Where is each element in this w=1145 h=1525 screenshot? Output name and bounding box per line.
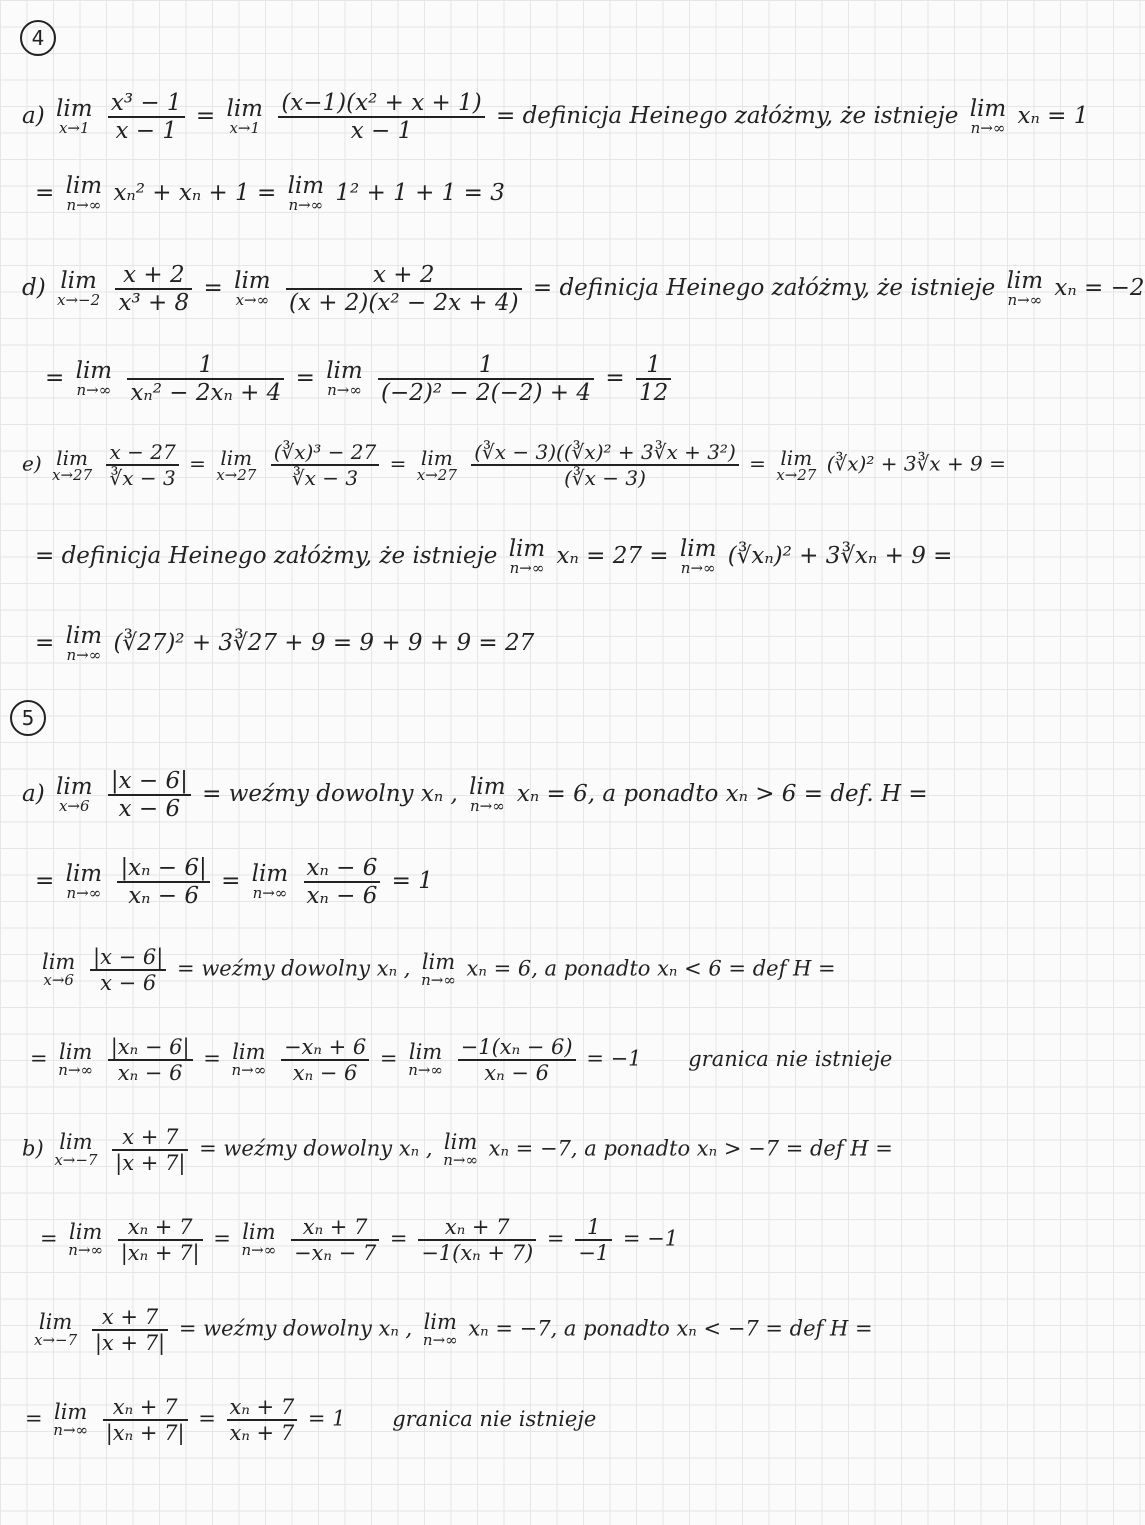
p5a-line1 (22, 768, 928, 822)
p5b-line1 (22, 1125, 893, 1175)
limit-operator: lim n→∞ (65, 861, 103, 902)
conclusion-note: granica nie istnieje (688, 1046, 893, 1071)
expression: (∛x)² + 3∛x + 9 = (826, 451, 1006, 476)
equals: = (295, 365, 315, 391)
limit-operator: lim n→∞ (287, 173, 325, 214)
equals: = (35, 868, 55, 894)
limit-operator: lim x→27 (416, 445, 457, 484)
limit-operator: lim n→∞ (326, 358, 363, 399)
fraction: $\frac{\text{|xₙ − 6|}}{\text{xₙ − 6}}$ (117, 855, 209, 909)
note-text: = definicja Heinego załóżmy, że istnieje (35, 543, 498, 569)
equals: = (40, 1226, 58, 1251)
expression: = 1 (307, 1406, 346, 1431)
limit-operator: lim x→−2 (57, 268, 101, 309)
part-label: a) (22, 781, 45, 807)
note-text: = weźmy dowolny xₙ , (178, 1316, 413, 1341)
part-label: d) (22, 275, 46, 301)
limit-operator: lim n→∞ (969, 96, 1007, 137)
fraction: $\frac{\text{xₙ + 7}}{\text{−1(xₙ + 7)}}$ (418, 1215, 536, 1265)
note-text: definicja Heinego załóżmy, że istnieje (522, 103, 959, 129)
limit-operator: lim x→27 (776, 445, 817, 484)
limit-operator: lim x→−7 (34, 1310, 78, 1349)
fraction: $\frac{\text{x³ − 1}}{x - 1}$ (108, 90, 185, 144)
limit-operator: lim n→∞ (241, 1220, 277, 1259)
p4d-line2 (45, 352, 675, 406)
p4a-line2 (35, 175, 505, 213)
p4e-line2 (35, 538, 952, 576)
limit-operator: lim n→∞ (408, 1040, 443, 1079)
limit-operator: lim n→∞ (75, 358, 113, 399)
limit-operator: lim x→∞ (234, 268, 271, 309)
p5b-line4 (25, 1395, 596, 1445)
note-text: xₙ = −7, a ponadto xₙ < −7 = def H = (468, 1316, 873, 1341)
note-text: xₙ = 6, a ponadto xₙ > 6 = def. H = (516, 781, 928, 807)
problem-number-5: 5 (10, 700, 46, 736)
fraction: $\frac{x + 7}{|x + 7|}$ (92, 1305, 168, 1355)
fraction: $\frac{\text{xₙ + 7}}{\text{xₙ + 7}}$ (227, 1395, 298, 1445)
fraction: $\frac{|x - 6|}{x - 6}$ (90, 945, 166, 995)
equals: = (749, 451, 766, 476)
limit-operator: lim n→∞ (68, 1220, 104, 1259)
fraction: $\frac{\text{−xₙ + 6}}{\text{xₙ − 6}}$ (281, 1035, 369, 1085)
fraction: $\frac{\text{xₙ + 7}}{\text{−xₙ − 7}}$ (291, 1215, 379, 1265)
expression: xₙ = −2 (1054, 275, 1145, 301)
expression: = 1 (391, 868, 433, 894)
p5a-line2 (35, 855, 433, 909)
expression: xₙ = 27 = (556, 543, 669, 569)
equals: = (546, 1226, 565, 1251)
fraction: $\frac{\text{(∛x − 3)((∛x)² + 3∛x + 3²)}}{(∛x - 3)}$ (471, 440, 739, 490)
limit-operator: lim x→27 (216, 445, 257, 484)
equals: = (198, 1406, 216, 1431)
equals: = (30, 1046, 48, 1071)
fraction: $\frac{\text{(x−1)(x² + x + 1)}}{x - 1}$ (278, 90, 484, 144)
equals: = (195, 103, 216, 129)
note-text: xₙ = −7, a ponadto xₙ > −7 = def H = (488, 1136, 893, 1161)
expression: = −1 (622, 1226, 679, 1251)
p4a-line1 (22, 90, 1088, 144)
problem-number-4: 4 (20, 20, 56, 56)
equals: = (203, 275, 223, 301)
limit-operator: lim x→27 (52, 445, 93, 484)
note-text: = weźmy dowolny xₙ , (202, 781, 458, 807)
equals: = (389, 451, 407, 476)
expression: (∛27)² + 3∛27 + 9 = 9 + 9 + 9 = 27 (113, 630, 535, 656)
limit-operator: lim n→∞ (1006, 268, 1044, 309)
fraction: $\frac{1}{-1}$ (575, 1215, 612, 1265)
limit-operator: lim x→1 (56, 96, 93, 137)
fraction: $\frac{x + 2}{\text{x³ + 8}}$ (115, 262, 192, 316)
part-label: e) (22, 451, 42, 476)
p5b-line3 (30, 1305, 873, 1355)
expression: (∛xₙ)² + 3∛xₙ + 9 = (727, 543, 953, 569)
fraction: $\frac{1}{12}$ (636, 352, 671, 406)
fraction: $\frac{\text{(∛x)³ − 27}}{∛x - 3}$ (271, 440, 380, 490)
limit-operator: lim n→∞ (422, 1310, 458, 1349)
fraction: $\frac{x + 7}{|x + 7|}$ (112, 1125, 188, 1175)
limit-operator: lim x→1 (226, 96, 263, 137)
p5a-line4 (30, 1035, 892, 1085)
fraction: $\frac{x + 2}{\text{(x + 2)(x² − 2x + 4)}}$ (286, 262, 522, 316)
limit-operator: lim n→∞ (65, 173, 103, 214)
fraction: $\frac{x - 27}{∛x - 3}$ (106, 440, 178, 490)
expression: xₙ = 1 (1017, 103, 1089, 129)
equals: = (379, 1046, 398, 1071)
limit-operator: lim n→∞ (679, 536, 717, 577)
expression: 1² + 1 + 1 = 3 (335, 180, 505, 206)
equals: = (389, 1226, 408, 1251)
limit-operator: lim n→∞ (53, 1400, 89, 1439)
equals: = (35, 180, 55, 206)
equals: = (495, 103, 516, 129)
part-label: b) (22, 1136, 44, 1161)
fraction: $\frac{\text{xₙ + 7}}{\text{|xₙ + 7|}}$ (118, 1215, 203, 1265)
fraction: $\frac{|x - 6|}{x - 6}$ (108, 768, 191, 822)
note-text: = definicja Heinego załóżmy, że istnieje (532, 275, 996, 301)
conclusion-note: granica nie istnieje (392, 1406, 597, 1431)
equals: = (35, 630, 55, 656)
limit-operator: lim n→∞ (421, 950, 456, 989)
limit-operator: lim n→∞ (508, 536, 546, 577)
note-text: = weźmy dowolny xₙ , (199, 1136, 433, 1161)
fraction: $\frac{1}{\text{xₙ² − 2xₙ + 4}}$ (127, 352, 284, 406)
equals: = (605, 365, 625, 391)
equals: = (203, 1046, 221, 1071)
limit-operator: lim x→6 (42, 950, 76, 989)
limit-operator: lim n→∞ (65, 623, 103, 664)
expression: = −1 (586, 1046, 642, 1071)
limit-operator: lim x→6 (56, 774, 93, 815)
limit-operator: lim x→−7 (54, 1130, 98, 1169)
expression: xₙ² + xₙ + 1 = (113, 180, 277, 206)
fraction: $\frac{\text{xₙ + 7}}{\text{|xₙ + 7|}}$ (103, 1395, 188, 1445)
limit-operator: lim n→∞ (469, 774, 506, 815)
fraction: $\frac{\text{xₙ − 6}}{\text{xₙ − 6}}$ (304, 855, 381, 909)
p4e-line3 (35, 625, 534, 663)
limit-operator: lim n→∞ (251, 861, 289, 902)
note-text: = weźmy dowolny xₙ , (177, 956, 411, 981)
note-text: xₙ = 6, a ponadto xₙ < 6 = def H = (466, 956, 836, 981)
equals: = (25, 1406, 43, 1431)
limit-operator: lim n→∞ (58, 1040, 94, 1079)
fraction: $\frac{1}{\text{(−2)² − 2(−2) + 4}}$ (378, 352, 594, 406)
part-label: a) (22, 103, 45, 129)
equals: = (221, 868, 241, 894)
p4e-line1 (22, 440, 1006, 490)
equals: = (213, 1226, 231, 1251)
equals: = (189, 451, 206, 476)
limit-operator: lim n→∞ (231, 1040, 267, 1079)
p5a-line3 (38, 945, 836, 995)
limit-operator: lim n→∞ (443, 1130, 478, 1169)
p4d-line1 (22, 262, 1145, 316)
fraction: $\frac{\text{−1(xₙ − 6)}}{\text{xₙ − 6}}$ (458, 1035, 576, 1085)
fraction: $\frac{\text{|xₙ − 6|}}{\text{xₙ − 6}}$ (108, 1035, 193, 1085)
equals: = (45, 365, 65, 391)
p5b-line2 (40, 1215, 678, 1265)
